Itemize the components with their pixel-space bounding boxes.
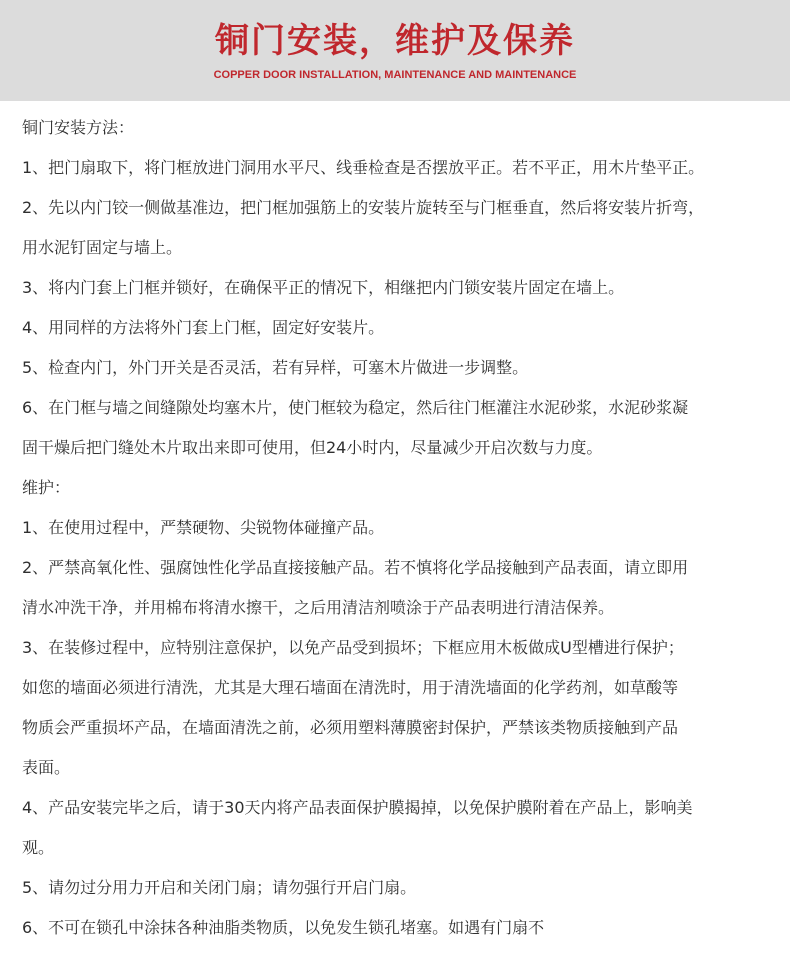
text-line: 6、不可在锁孔中涂抹各种油脂类物质，以免发生锁孔堵塞。如遇有门扇不 <box>22 918 545 937</box>
section-heading-installation: 铜门安装方法： <box>22 118 135 137</box>
text-line: 固干燥后把门缝处木片取出来即可使用，但24小时内，尽量减少开启次数与力度。 <box>22 438 603 457</box>
section-heading-maintenance: 维护： <box>22 478 71 497</box>
text-line: 1、在使用过程中，严禁硬物、尖锐物体碰撞产品。 <box>22 518 385 537</box>
text-line: 表面。 <box>22 758 71 777</box>
text-line: 4、用同样的方法将外门套上门框，固定好安装片。 <box>22 318 385 337</box>
text-line: 5、请勿过分用力开启和关闭门扇；请勿强行开启门扇。 <box>22 878 417 897</box>
text-line: 物质会严重损坏产品，在墙面清洗之前，必须用塑料薄膜密封保护，严禁该类物质接触到产品 <box>22 718 679 737</box>
text-line: 观。 <box>22 838 55 857</box>
text-line: 2、先以内门铰一侧做基准边，把门框加强筋上的安装片旋转至与门框垂直，然后将安装片折弯， <box>22 198 705 217</box>
instructions-body <box>22 108 782 948</box>
text-line: 如您的墙面必须进行清洗，尤其是大理石墙面在清洗时，用于清洗墙面的化学药剂，如草酸等 <box>22 678 679 697</box>
header-banner <box>0 0 790 101</box>
text-line: 清水冲洗干净，并用棉布将清水擦干，之后用清洁剂喷涂于产品表明进行清洁保养。 <box>22 598 615 617</box>
text-line: 1、把门扇取下，将门框放进门洞用水平尺、线垂检查是否摆放平正。若不平正，用木片垫平正。 <box>22 158 705 177</box>
text-line: 3、在装修过程中，应特别注意保护，以免产品受到损坏；下框应用木板做成U型槽进行保护； <box>22 638 684 657</box>
text-line: 6、在门框与墙之间缝隙处均塞木片，使门框较为稳定，然后往门框灌注水泥砂浆，水泥砂浆凝 <box>22 398 689 417</box>
page-subtitle: COPPER DOOR INSTALLATION, MAINTENANCE AND MAINTENANCE <box>213 69 577 81</box>
text-line: 3、将内门套上门框并锁好，在确保平正的情况下，相继把内门锁安装片固定在墙上。 <box>22 278 625 297</box>
text-line: 5、检查内门，外门开关是否灵活，若有异样，可塞木片做进一步调整。 <box>22 358 529 377</box>
text-line: 用水泥钉固定与墙上。 <box>22 238 183 257</box>
page-title: 铜门安装，维护及保养 <box>215 21 575 61</box>
text-line: 2、严禁高氧化性、强腐蚀性化学品直接接触产品。若不慎将化学品接触到产品表面，请立即用 <box>22 558 689 577</box>
text-line: 4、产品安装完毕之后，请于30天内将产品表面保护膜揭掉，以免保护膜附着在产品上，影响美 <box>22 798 693 817</box>
